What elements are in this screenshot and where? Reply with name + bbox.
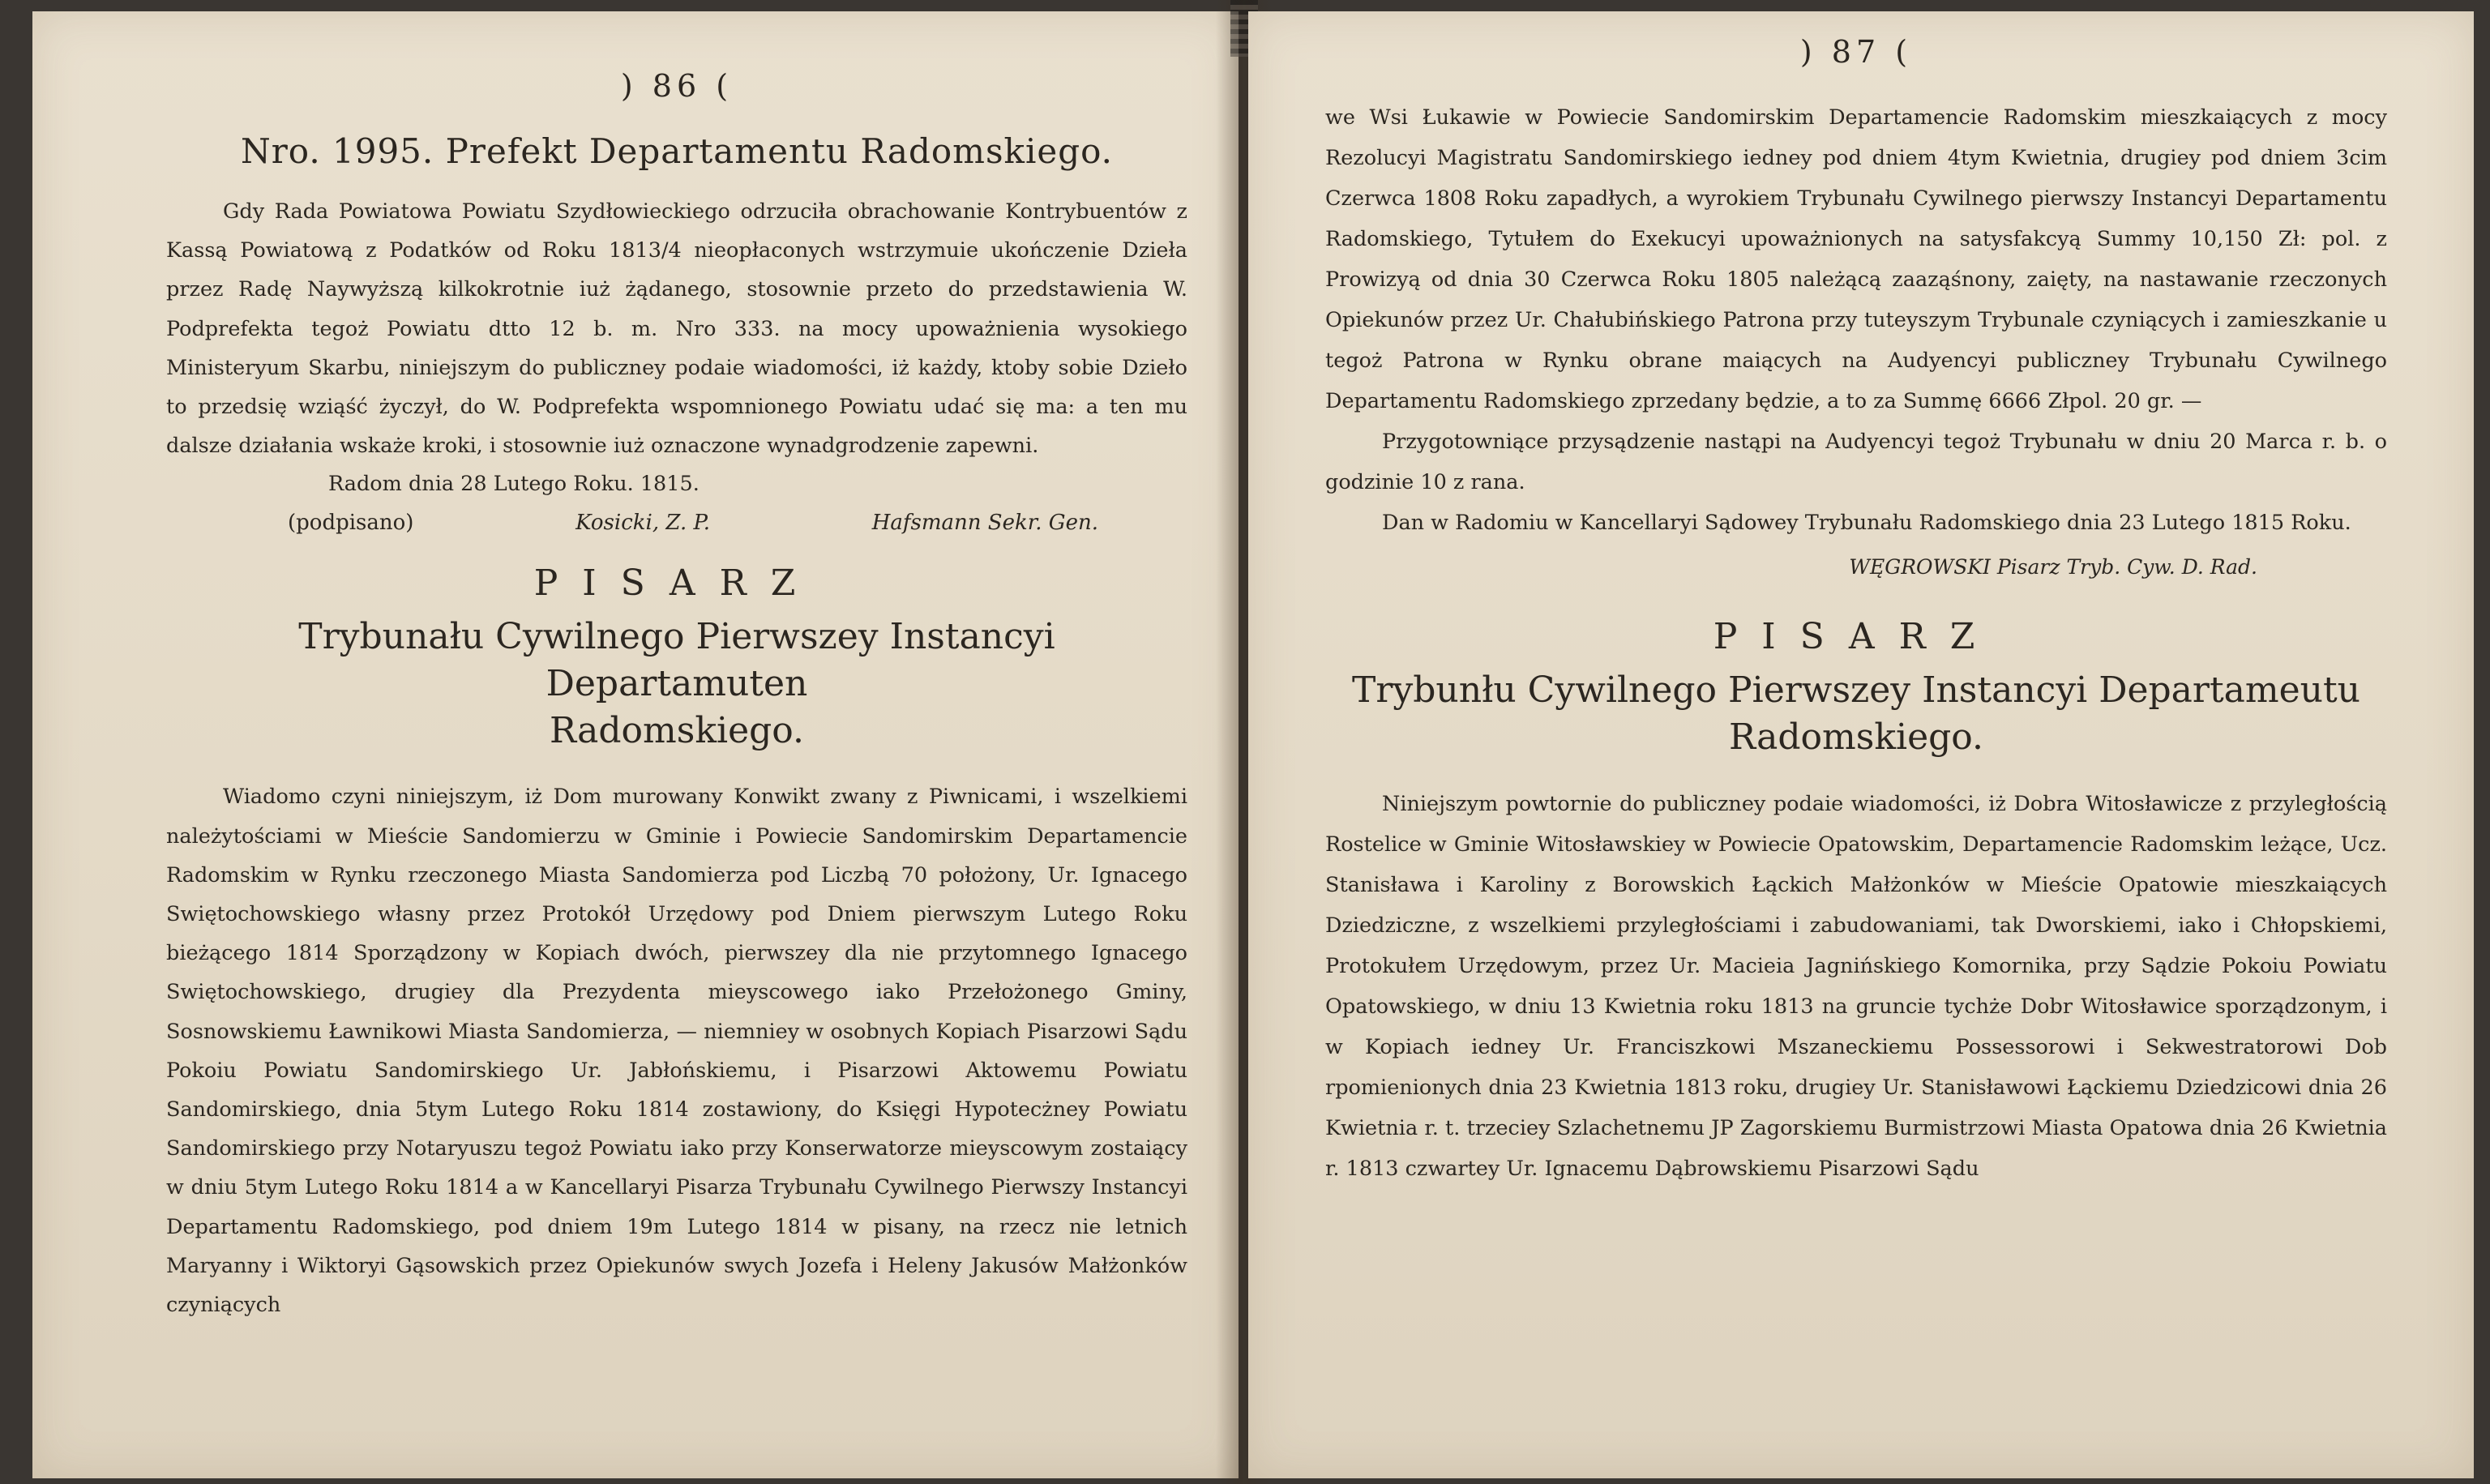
right-page bbox=[1248, 11, 2474, 1478]
given-at-paragraph: Dan w Radomiu w Kancellaryi Sądowey Trybunału Radomskiego dnia 23 Lutego 1815 Roku. bbox=[1382, 511, 2351, 535]
notice-paragraph: Gdy Rada Powiatowa Powiatu Szydłowieckiego odrzuciła obrachowanie Kontrybuentów z Kassą Powiatową z Podatków od Roku 1813/4 nieopłaconych wstrzymuie ukończenie Dzieła przez Radę Naywyższą kilkokrotnie iuż żądanego, stosownie przeto do przedstawienia W. Podprefekta tegoż Powiatu dtto 12 b. m. Nro 333. na mocy upoważnienia wysokiego Ministeryum Skarbu, niniejszym do publiczney podaie wiadomości, iż każdy, ktoby sobie Dzieło to przedsię wziąść życzył, do W. Podprefekta wspomnionego Powiatu udać się ma: a ten mu dalsze działania wskaże kroki, i stosownie iuż oznaczone wynadgrodzenie zapewni. bbox=[166, 199, 1187, 459]
signed-name-prefect: Kosicki, Z. P. bbox=[575, 511, 710, 536]
adjudication-paragraph: Przygotowniące przysądzenie nastąpi na Audyencyi tegoż Trybunału w dniu 20 Marca r. b. o godzinie 10 z rana. bbox=[1325, 430, 2387, 494]
continuation-paragraph: we Wsi Łukawie w Powiecie Sandomirskim Departamencie Radomskim mieszkaiących z mocy Rezolucyi Magistratu Sandomirskiego iedney pod dniem 4tym Kwietnia, drugiey pod dniem 3cim Czerwca 1808 Roku zapadłych, a wyrokiem Trybunału Cywilnego pierwszy Instancyi Departamentu Radomskiego, Tytułem do Exekucyi upoważnionych na satysfakcyą Summy 10,150 Zł: pol. z Prowizyą od dnia 30 Czerwca Roku 1805 należącą zaaząśnony, zaięty, na nastawanie rzeczonych Opiekunów przez Ur. Chałubińskiego Patrona przy tuteyszym Trybunale czyniących i zamieszkanie u tegoż Patrona w Rynku obrane maiących na Audyencyi publiczney Trybunału Cywilnego Departamentu Radomskiego zprzedany będzie, a to za Summę 6666 Złpol. 20 gr. — bbox=[1325, 105, 2387, 413]
pisarz-heading: PISARZ bbox=[533, 562, 820, 605]
office-title-line2: Radomskiego. bbox=[1729, 716, 1983, 758]
office-title bbox=[1325, 667, 2387, 761]
office-title-line1: Trybunału Cywilnego Pierwszey Instancyi Departamuten bbox=[298, 616, 1055, 705]
estate-notice-paragraph: Niniejszym powtornie do publiczney podaie wiadomości, iż Dobra Witosławicze z przyległością Rostelice w Gminie Witosławskiey w Powiecie Opatowskim, Departamencie Radomskim leżące, Ucz. Stanisława i Karoliny z Borowskich Łąckich Małżonków w Mieście Opatowie mieszkaiących Dziedziczne, z wszelkiemi przyległościami i zabudowaniami, tak Dworskiemi, iako i Chłopskiemi, Protokułem Urzędowym, przez Ur. Macieia Jagnińskiego Komornika, przy Sądzie Pokoiu Powiatu Opatowskiego, w dniu 13 Kwietnia roku 1813 na gruncie tychże Dobr Witosławice sporządzonym, i w Kopiach iedney Ur. Franciszkowi Mszaneckiemu Possessorowi i Sekwestratorowi Dob rpomienionych dnia 23 Kwietnia 1813 roku, drugiey Ur. Stanisławowi Łąckiemu Dziedzicowi dnia 26 Kwietnia r. t. trzeciey Szlachetnemu JP Zagorskiemu Burmistrzowi Miasta Opatowa dnia 26 Kwietnia r. 1813 czwartey Ur. Ignacemu Dąbrowskiemu Pisarzowi Sądu bbox=[1325, 792, 2387, 1181]
signed-name-secretary: Hafsmann Sekr. Gen. bbox=[871, 511, 1098, 536]
date-line bbox=[166, 465, 1187, 503]
office-title-line2: Radomskiego. bbox=[550, 710, 804, 752]
office-title bbox=[166, 614, 1187, 755]
date-text: Radom dnia 28 Lutego Roku. 1815. bbox=[328, 472, 700, 497]
right-page-content bbox=[1325, 34, 2387, 1189]
pisarz-heading: PISARZ bbox=[1713, 616, 2000, 657]
page-number: ) 87 ( bbox=[1799, 34, 1913, 70]
office-title-line1: Trybunłu Cywilnego Pierwszey Instancyi Departameutu bbox=[1352, 669, 2360, 711]
left-page bbox=[32, 11, 1239, 1478]
clerk-signature: WĘGROWSKI Pisarz Tryb. Cyw. D. Rad. bbox=[1849, 555, 2257, 579]
notice-heading: Nro. 1995. Prefekt Departamentu Radomskiego. bbox=[240, 131, 1114, 171]
auction-paragraph: Wiadomo czyni niniejszym, iż Dom murowany Konwikt zwany z Piwnicami, i wszelkiemi należytościami w Mieście Sandomierzu w Gminie i Powiecie Sandomirskim Departamencie Radomskim w Rynku rzeczonego Miasta Sandomierza pod Liczbą 70 położony, Ur. Ignacego Swiętochowskiego własny przez Protokół Urzędowy pod Dniem pierwszym Lutego Roku bieżącego 1814 Sporządzony w Kopiach dwóch, pierwszey dla nie przytomnego Ignacego Swiętochowskiego, drugiey dla Prezydenta mieyscowego iako Przełożonego Gminy, Sosnowskiemu Ławnikowi Miasta Sandomierza, — niemniey w osobnych Kopiach Pisarzowi Sądu Pokoiu Powiatu Sandomirskiego Ur. Jabłońskiemu, i Pisarzowi Aktowemu Powiatu Sandomirskiego, dnia 5tym Lutego Roku 1814 zostawiony, do Księgi Hypotecżney Powiatu Sandomirskiego przy Notaryuszu tegoż Powiatu iako przy Konserwatorze mieyscowym zostaiący w dniu 5tym Lutego Roku 1814 a w Kancellaryi Pisarza Trybunału Cywilnego Pierwszy Instancyi Departamentu Radomskiego, pod dniem 19m Lutego 1814 w pisany, na rzecz nie letnich Maryanny i Wiktoryi Gąsowskich przez Opiekunów swych Jozefa i Heleny Jakusów Małżonków czyniących bbox=[166, 785, 1187, 1318]
left-page-content bbox=[166, 68, 1187, 1324]
page-number: ) 86 ( bbox=[620, 68, 734, 104]
signed-label: (podpisano) bbox=[288, 511, 414, 536]
signature-row bbox=[166, 503, 1187, 543]
